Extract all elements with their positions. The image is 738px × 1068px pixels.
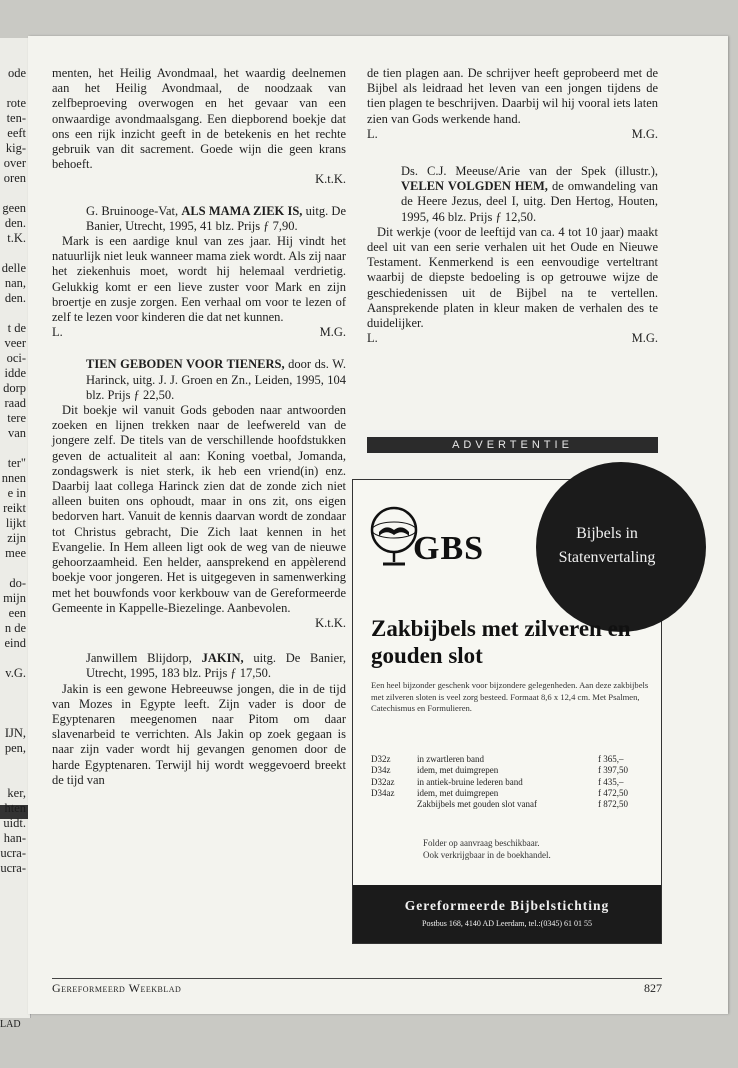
facing-page-text-fragment: ode — [7, 66, 26, 80]
facing-page-text-fragment: do- — [9, 576, 26, 590]
review-heading — [52, 651, 346, 681]
product-description: idem, met duimgrepen — [417, 787, 499, 798]
facing-page-text-fragment: t de — [7, 321, 26, 335]
review-signature-row — [367, 331, 658, 346]
review-body: Mark is een aardige knul van zes jaar. Hij vindt het natuurlijk niet leuk wanneer mama ziek wordt. Als zij naar het ziekenhuis moet, wordt hij helemaal verdrietig. Gelukkig komt er een lieve zuster voor Mark en zijn broertje en zusje zorgen. Een verhaal om voor te lezen of zelf te lezen voor kinderen die dat net kunnen. — [52, 234, 346, 325]
product-description: in zwartleren band — [417, 754, 484, 764]
facing-page-text-fragment: ucra- — [0, 846, 26, 860]
product-code: D32z — [371, 754, 391, 764]
facing-page-text-fragment: ucra- — [0, 861, 26, 875]
product-description: Zakbijbels met gouden slot vanaf — [417, 799, 537, 810]
facing-page-text-fragment: lijkt — [5, 516, 26, 530]
product-price: f 472,50 — [598, 787, 628, 798]
review-heading — [52, 204, 346, 234]
facing-page-text-fragment: van — [7, 426, 26, 440]
product-price: f 365,– — [598, 754, 624, 764]
facing-page-text-fragment: eeft — [7, 126, 26, 140]
review-body: Dit boekje wil vanuit Gods geboden naar antwoorden zoeken en lijnen trekken naar de leefwereld van de jongere zelf. De titels van de verschillende hoofdstukken geven de actualiteit al aan: Koning voetbal, Jomanda, zondagswerk is niet sterk, ik heb een vriend(in) enz. Daarbij laat collega Harinck zien dat de zonde zich niet alleen buiten ons ophoudt, maar in ons zit, ons eigen bedorven hart. Vanuit de kennis daarvan wordt de zondaar tot Christus gebracht, Die Zich laat kennen in het Evangelie. In Hem alleen ligt ook de weg van de nieuwe gehoorzaamheid. Een helder, aansprekend en appèlerend boekje voor jongeren. Het is uitgegeven in samenwerking met het bouwfonds voor kerkbouw van de Gereformeerde Gemeente in Kappelle-Biezelinge. Aanbevolen. — [52, 403, 346, 615]
review-signature-row — [367, 127, 658, 142]
product-description: in antiek-bruine lederen band — [417, 776, 523, 787]
review-book-title: VELEN VOLGDEN HEM, — [401, 179, 548, 194]
facing-page-text-fragment: han- — [3, 831, 26, 845]
facing-page-text-fragment: e in — [7, 486, 26, 500]
advertisement-label-bar: ADVERTENTIE — [367, 437, 658, 453]
facing-page-text-fragment: rote — [6, 96, 26, 110]
review-signature: K.t.K. — [315, 172, 346, 187]
gbs-logo-text: GBS — [413, 530, 485, 567]
ad-price-list — [371, 754, 646, 810]
ad-note-line: Ook verkrijgbaar in de boekhandel. — [423, 850, 551, 860]
facing-page-text-fragment: t.K. — [7, 231, 26, 245]
column-right — [367, 66, 658, 346]
product-code — [371, 799, 417, 810]
facing-page-text-fragment: pen, — [4, 741, 26, 755]
facing-page-text-fragment: oci- — [6, 351, 26, 365]
facing-page-text-fragment: uidt. — [3, 816, 26, 830]
review-book-title: TIEN GEBODEN VOOR TIENERS, — [86, 357, 285, 372]
ad-footer-band — [353, 885, 661, 943]
review-author: Ds. C.J. Meeuse/Arie van der Spek (illustr.), — [401, 164, 658, 179]
price-row — [371, 754, 646, 765]
ad-intro-text: Een heel bijzonder geschenk voor bijzondere gelegenheden. Aan deze zakbijbels met zilveren sloten is veel zorg besteed. Formaat 8,6 x 12,4 cm. Met Psalmen, Catechismus en Formulieren. — [371, 680, 649, 713]
facing-page-text-fragment: ker, — [7, 786, 26, 800]
facing-page-text-fragment: den. — [4, 291, 26, 305]
ad-circle-text: Bijbels in Statenvertaling — [558, 525, 656, 566]
facing-page-text-fragment: ter" — [7, 456, 26, 470]
review-signature-left: L. — [52, 325, 63, 340]
review-signature-right: M.G. — [631, 126, 658, 141]
advertisement-box — [352, 479, 662, 944]
review-publisher-info: de omwandeling van de Heere Jezus, deel I, uitg. Den Hertog, Houten, 1995, 46 blz. Prijs ƒ 12,50. — [401, 179, 659, 224]
product-price: f 435,– — [598, 776, 624, 787]
price-row — [371, 765, 646, 776]
facing-page-text-fragment: veer — [4, 336, 26, 350]
ad-organization-name: Gereformeerde Bijbelstichting — [404, 898, 610, 913]
globe-book-icon — [369, 502, 419, 572]
ad-note-line: Folder op aanvraag beschikbaar. — [423, 838, 540, 848]
footer-divider — [52, 978, 662, 979]
facing-page-text-fragment: hten — [4, 801, 26, 815]
facing-page-text-fragment: een — [8, 606, 26, 620]
review-author: Janwillem Blijdorp, — [86, 651, 202, 666]
price-row — [371, 777, 646, 788]
review-publisher-info: uitg. De Banier, Utrecht, 1995, 183 blz. Prijs ƒ 17,50. — [86, 651, 346, 681]
facing-page-text-fragment: delle — [1, 261, 26, 275]
review-continuation-text: de tien plagen aan. De schrijver heeft geprobeerd met de Bijbel als leidraad het leven van een jongen tijdens de tien plagen te beschrijven. Daarbij wil hij vooral iets laten zien van Gods werkende hand. — [367, 66, 658, 126]
review-heading — [52, 357, 346, 403]
facing-page-text-fragment: over — [3, 156, 26, 170]
product-code: D34z — [371, 765, 391, 776]
facing-page-text-fragment: eind — [4, 636, 26, 650]
product-price: f 397,50 — [598, 765, 628, 776]
ad-availability-note — [423, 837, 643, 861]
facing-page-text-fragment: n de — [4, 621, 26, 635]
column-left — [52, 66, 346, 788]
product-code: D32az — [371, 776, 395, 787]
facing-page-text-fragment: IJN, — [4, 726, 26, 740]
facing-page-text-fragment: mijn — [3, 591, 26, 605]
ad-headline: Zakbijbels met zilveren en gouden slot — [371, 616, 631, 668]
facing-page-text-fragment: ten- — [6, 111, 26, 125]
facing-page-footer: LAD — [0, 1019, 21, 1030]
review-signature-row — [52, 325, 346, 340]
facing-page-text-fragment: v.G. — [5, 666, 26, 680]
review-publisher-info: uitg. De Banier, Utrecht, 1995, 41 blz. Prijs ƒ 7,90. — [86, 203, 347, 233]
ad-address: Postbus 168, 4140 AD Leerdam, tel.:(0345) 61 01 55 — [422, 919, 592, 928]
facing-page-edge — [0, 38, 31, 1030]
review-signature-right: M.G. — [319, 325, 346, 340]
review-signature-left: L. — [367, 126, 378, 141]
review-author: G. Bruinooge-Vat, — [86, 203, 182, 218]
review-book-title: ALS MAMA ZIEK IS, — [181, 203, 303, 218]
product-code: D34az — [371, 787, 395, 798]
facing-page-text-fragment: oren — [3, 171, 26, 185]
product-description: idem, met duimgrepen — [417, 765, 499, 776]
product-price: f 872,50 — [598, 799, 628, 810]
facing-page-text-fragment: raad — [4, 396, 26, 410]
facing-page-text-fragment: zijn — [7, 531, 26, 545]
review-book-title: JAKIN, — [201, 651, 244, 666]
price-row — [371, 799, 646, 810]
facing-page-text-fragment: nnen — [1, 471, 26, 485]
review-heading — [367, 164, 658, 225]
publication-name: Gereformeerd Weekblad — [52, 981, 182, 995]
page-number: 827 — [644, 981, 662, 995]
review-continuation-text: menten, het Heilig Avondmaal, het waardig deelnemen aan het Heilig Avondmaal, de noodzaak van zelfbeproeving overwogen en het gevaar van een onwaardige avondmaalsgang. Een diepborend boekje dat ons een rijk inzicht geeft in de betekenis en het rechte gebruik van dit sacrement. Goede wijn die geen krans behoeft. — [52, 66, 346, 172]
review-signature-right: M.G. — [631, 331, 658, 346]
facing-page-text-fragment: tere — [7, 411, 26, 425]
facing-page-text-fragment: dorp — [3, 381, 26, 395]
facing-page-text-fragment: geen — [2, 201, 26, 215]
facing-page-text-fragment: kig- — [5, 141, 26, 155]
review-body: Jakin is een gewone Hebreeuwse jongen, die in de tijd van Mozes in Egypte leeft. Zijn vader is door de Egyptenaren meegenomen naar Pitom om daar slavenarbeid te verrichten. Als Jakin op zoek gegaan is naar zijn vader wordt hij gevangen genomen door de harde Egyptenaren. Terwijl hij wordt weggevoerd breekt de tijd van — [52, 681, 346, 787]
review-signature-left: L. — [367, 331, 378, 346]
price-row — [371, 788, 646, 799]
review-body: Dit werkje (voor de leeftijd van ca. 4 tot 10 jaar) maakt deel uit van een serie verhalen uit het Oude en Nieuwe Testament. Kenmerkend is een eenvoudige verteltrant waarbij de diepste bedoeling is op getrouwe wijze de geschiedenissen uit de Bijbel na te vertellen. Aansprekende platen in kleur maken de verhalen des te duidelijker. — [367, 224, 658, 331]
facing-page-text-fragment: reikt — [3, 501, 26, 515]
review-signature: K.t.K. — [315, 615, 346, 630]
facing-page-text-fragment: idde — [4, 366, 26, 380]
facing-page-text-fragment: den. — [4, 216, 26, 230]
facing-page-text-fragment: nan, — [4, 276, 26, 290]
review-publisher-info: door ds. W. Harinck, uitg. J. J. Groen en Zn., Leiden, 1995, 104 blz. Prijs ƒ 22,50. — [86, 357, 346, 402]
facing-page-text-fragment: mee — [5, 546, 26, 560]
